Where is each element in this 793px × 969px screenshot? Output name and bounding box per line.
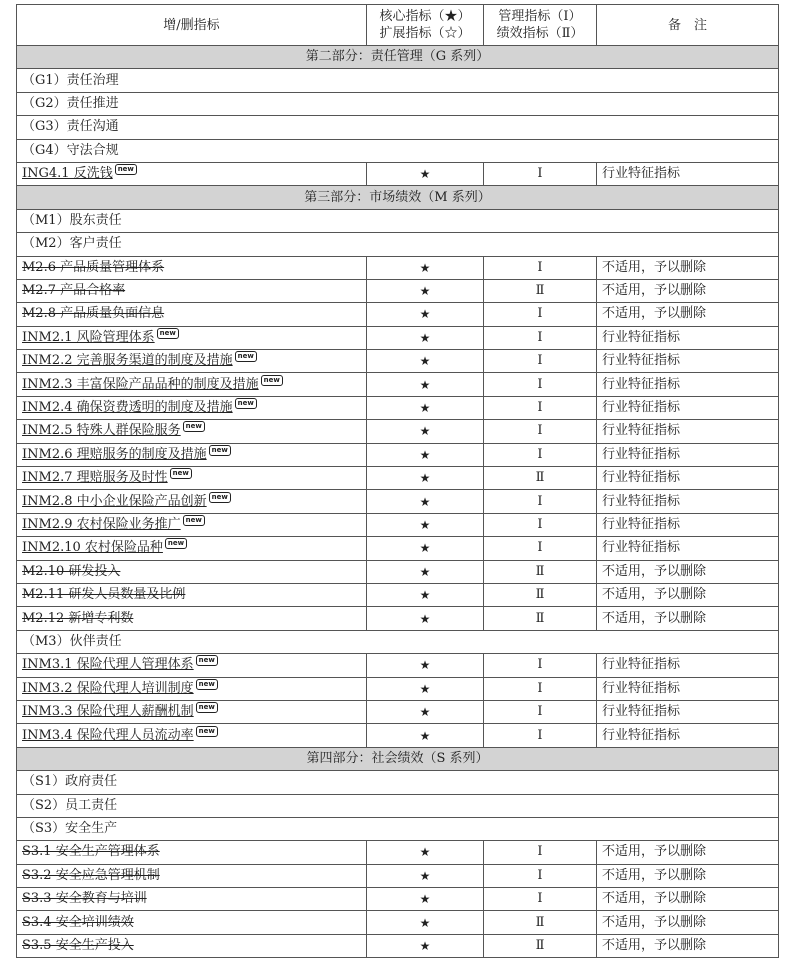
header-remarks: 备 注 [597, 5, 779, 46]
core-star-cell: ★ [367, 162, 484, 185]
table-body [17, 5, 779, 958]
table-row [17, 467, 779, 490]
indicator-label: INM3.3 保险代理人薪酬机制 [22, 704, 194, 720]
indicator-label: INM2.5 特殊人群保险服务 [22, 423, 181, 439]
new-badge: new [196, 702, 218, 713]
indicator-cell [17, 326, 367, 349]
core-star-cell: ★ [367, 700, 484, 723]
new-badge: new [170, 468, 192, 479]
indicator-label: S3.5 安全生产投入 [22, 938, 134, 954]
table-row [17, 490, 779, 513]
indicator-type-cell: Ⅰ [484, 654, 597, 677]
indicator-label: M2.11 研发人员数量及比例 [22, 587, 186, 603]
indicator-cell [17, 911, 367, 934]
core-star-cell: ★ [367, 841, 484, 864]
indicator-cell [17, 607, 367, 630]
section-title: 第三部分：市场绩效（M 系列） [17, 186, 779, 209]
new-badge: new [235, 351, 257, 362]
core-star-cell: ★ [367, 677, 484, 700]
remark-cell: 行业特征指标 [597, 654, 779, 677]
indicator-cell [17, 888, 367, 911]
table-row [17, 256, 779, 279]
core-star-cell: ★ [367, 537, 484, 560]
remark-cell: 不适用，予以删除 [597, 303, 779, 326]
table-row [17, 303, 779, 326]
remark-cell: 行业特征指标 [597, 490, 779, 513]
subsection-row [17, 771, 779, 794]
remark-cell: 行业特征指标 [597, 537, 779, 560]
remark-cell: 行业特征指标 [597, 724, 779, 747]
core-star-cell: ★ [367, 373, 484, 396]
core-star-cell: ★ [367, 420, 484, 443]
indicator-label: INM2.10 农村保险品种 [22, 540, 163, 556]
table-row [17, 841, 779, 864]
remark-cell: 行业特征指标 [597, 350, 779, 373]
table-row [17, 443, 779, 466]
table-row [17, 724, 779, 747]
indicator-cell [17, 396, 367, 419]
indicator-label: INM2.7 理赔服务及时性 [22, 470, 168, 486]
remark-cell: 不适用，予以删除 [597, 256, 779, 279]
indicator-table [16, 4, 779, 958]
table-row [17, 420, 779, 443]
indicator-cell [17, 560, 367, 583]
table-row [17, 537, 779, 560]
subsection-title: （G1）责任治理 [17, 69, 779, 92]
indicator-type-cell: Ⅰ [484, 350, 597, 373]
indicator-label: M2.6 产品质量管理体系 [22, 259, 165, 275]
indicator-cell [17, 303, 367, 326]
section-title: 第二部分：责任管理（G 系列） [17, 46, 779, 69]
subsection-title: （S1）政府责任 [17, 771, 779, 794]
table-row [17, 607, 779, 630]
indicator-cell [17, 350, 367, 373]
table-header-row [17, 5, 779, 46]
table-row [17, 654, 779, 677]
subsection-title: （M3）伙伴责任 [17, 630, 779, 653]
subsection-row [17, 69, 779, 92]
new-badge: new [165, 538, 187, 549]
subsection-row [17, 116, 779, 139]
table-row [17, 934, 779, 957]
remark-cell: 行业特征指标 [597, 326, 779, 349]
core-star-cell: ★ [367, 467, 484, 490]
subsection-title: （S3）安全生产 [17, 817, 779, 840]
subsection-title: （G2）责任推进 [17, 92, 779, 115]
indicator-cell [17, 490, 367, 513]
indicator-cell [17, 864, 367, 887]
section-row [17, 46, 779, 69]
table-row [17, 864, 779, 887]
indicator-label: S3.3 安全教育与培训 [22, 891, 147, 907]
indicator-cell [17, 443, 367, 466]
indicator-label: INM2.2 完善服务渠道的制度及措施 [22, 353, 233, 369]
indicator-label: INM2.9 农村保险业务推广 [22, 517, 181, 532]
table-row [17, 513, 779, 536]
indicator-cell [17, 677, 367, 700]
subsection-row [17, 139, 779, 162]
indicator-cell [17, 583, 367, 606]
indicator-type-cell: Ⅰ [484, 303, 597, 326]
indicator-type-cell: Ⅰ [484, 420, 597, 443]
indicator-type-cell: Ⅰ [484, 373, 597, 396]
indicator-type-cell: Ⅰ [484, 396, 597, 419]
core-star-cell: ★ [367, 911, 484, 934]
indicator-label: INM2.1 风险管理体系 [22, 329, 155, 345]
remark-cell: 不适用，予以删除 [597, 864, 779, 887]
indicator-type-cell: Ⅱ [484, 467, 597, 490]
header-core-label: 核心指标（★） [379, 9, 471, 24]
indicator-cell [17, 700, 367, 723]
indicator-label: INM2.8 中小企业保险产品创新 [22, 493, 207, 509]
core-star-cell: ★ [367, 279, 484, 302]
indicator-cell [17, 724, 367, 747]
indicator-type-cell: Ⅱ [484, 934, 597, 957]
indicator-type-cell: Ⅰ [484, 513, 597, 536]
core-star-cell: ★ [367, 607, 484, 630]
indicator-label: M2.10 研发投入 [22, 563, 121, 579]
section-row [17, 186, 779, 209]
core-star-cell: ★ [367, 724, 484, 747]
table-row [17, 396, 779, 419]
indicator-label: M2.12 新增专利数 [22, 610, 134, 626]
remark-cell: 不适用，予以删除 [597, 560, 779, 583]
remark-cell: 不适用，予以删除 [597, 934, 779, 957]
section-title: 第四部分：社会绩效（S 系列） [17, 747, 779, 770]
indicator-label: M2.7 产品合格率 [22, 283, 126, 299]
indicator-cell [17, 279, 367, 302]
core-star-cell: ★ [367, 583, 484, 606]
subsection-row [17, 630, 779, 653]
header-indicator: 增/删指标 [17, 5, 367, 46]
indicator-label: INM2.3 丰富保险产品品种的制度及措施 [22, 376, 259, 392]
remark-cell: 不适用，予以删除 [597, 607, 779, 630]
indicator-type-cell: Ⅰ [484, 326, 597, 349]
table-row [17, 350, 779, 373]
section-row [17, 747, 779, 770]
indicator-label: S3.1 安全生产管理体系 [22, 844, 160, 860]
indicator-label: S3.2 安全应急管理机制 [22, 867, 160, 883]
header-management-performance [484, 5, 597, 46]
table-row [17, 560, 779, 583]
core-star-cell: ★ [367, 513, 484, 536]
remark-cell: 不适用，予以删除 [597, 911, 779, 934]
indicator-type-cell: Ⅰ [484, 537, 597, 560]
remark-cell: 不适用，予以删除 [597, 279, 779, 302]
indicator-type-cell: Ⅰ [484, 443, 597, 466]
new-badge: new [115, 164, 137, 175]
indicator-type-cell: Ⅰ [484, 256, 597, 279]
indicator-cell [17, 841, 367, 864]
indicator-type-cell: Ⅰ [484, 724, 597, 747]
indicator-cell [17, 256, 367, 279]
indicator-label: INM3.2 保险代理人培训制度 [22, 680, 194, 696]
core-star-cell: ★ [367, 396, 484, 419]
subsection-row [17, 794, 779, 817]
remark-cell: 行业特征指标 [597, 677, 779, 700]
indicator-cell [17, 513, 367, 536]
new-badge: new [235, 398, 257, 409]
indicator-label: M2.8 产品质量负面信息 [22, 306, 165, 322]
indicator-type-cell: Ⅱ [484, 911, 597, 934]
indicator-cell [17, 373, 367, 396]
indicator-cell [17, 934, 367, 957]
core-star-cell: ★ [367, 256, 484, 279]
remark-cell: 行业特征指标 [597, 513, 779, 536]
indicator-type-cell: Ⅱ [484, 279, 597, 302]
indicator-cell [17, 420, 367, 443]
remark-cell: 行业特征指标 [597, 420, 779, 443]
indicator-type-cell: Ⅱ [484, 560, 597, 583]
header-extended-label: 扩展指标（☆） [379, 26, 471, 41]
subsection-row [17, 92, 779, 115]
core-star-cell: ★ [367, 490, 484, 513]
header-core-extended [367, 5, 484, 46]
indicator-type-cell: Ⅰ [484, 677, 597, 700]
subsection-row [17, 209, 779, 232]
table-row [17, 279, 779, 302]
subsection-title: （G4）守法合规 [17, 139, 779, 162]
indicator-type-cell: Ⅰ [484, 888, 597, 911]
new-badge: new [196, 679, 218, 690]
new-badge: new [157, 328, 179, 339]
remark-cell: 行业特征指标 [597, 162, 779, 185]
indicator-type-cell: Ⅱ [484, 583, 597, 606]
indicator-type-cell: Ⅰ [484, 490, 597, 513]
indicator-type-cell: Ⅰ [484, 162, 597, 185]
remark-cell: 行业特征指标 [597, 396, 779, 419]
subsection-row [17, 233, 779, 256]
new-badge: new [183, 421, 205, 432]
new-badge: new [183, 515, 205, 526]
table-row [17, 162, 779, 185]
core-star-cell: ★ [367, 303, 484, 326]
indicator-label: INM2.6 理赔服务的制度及措施 [22, 446, 207, 462]
indicator-label: INM3.4 保险代理人员流动率 [22, 727, 194, 743]
indicator-type-cell: Ⅱ [484, 607, 597, 630]
core-star-cell: ★ [367, 864, 484, 887]
table-row [17, 911, 779, 934]
new-badge: new [261, 375, 283, 386]
core-star-cell: ★ [367, 350, 484, 373]
indicator-table-container [16, 4, 778, 958]
indicator-cell [17, 654, 367, 677]
subsection-title: （G3）责任沟通 [17, 116, 779, 139]
indicator-type-cell: Ⅰ [484, 841, 597, 864]
remark-cell: 行业特征指标 [597, 443, 779, 466]
table-row [17, 888, 779, 911]
table-row [17, 677, 779, 700]
core-star-cell: ★ [367, 443, 484, 466]
remark-cell: 行业特征指标 [597, 467, 779, 490]
subsection-title: （M2）客户责任 [17, 233, 779, 256]
subsection-title: （S2）员工责任 [17, 794, 779, 817]
remark-cell: 不适用，予以删除 [597, 888, 779, 911]
header-performance-label: 绩效指标（Ⅱ） [496, 26, 584, 41]
core-star-cell: ★ [367, 934, 484, 957]
new-badge: new [196, 655, 218, 666]
remark-cell: 行业特征指标 [597, 373, 779, 396]
indicator-type-cell: Ⅰ [484, 864, 597, 887]
core-star-cell: ★ [367, 654, 484, 677]
indicator-cell [17, 467, 367, 490]
subsection-title: （M1）股东责任 [17, 209, 779, 232]
new-badge: new [209, 445, 231, 456]
indicator-label: S3.4 安全培训绩效 [22, 914, 134, 930]
new-badge: new [196, 726, 218, 737]
subsection-row [17, 817, 779, 840]
table-row [17, 583, 779, 606]
indicator-label: ING4.1 反洗钱 [22, 166, 113, 182]
remark-cell: 行业特征指标 [597, 700, 779, 723]
indicator-cell [17, 537, 367, 560]
header-management-label: 管理指标（Ⅰ） [498, 9, 582, 24]
core-star-cell: ★ [367, 888, 484, 911]
core-star-cell: ★ [367, 326, 484, 349]
new-badge: new [209, 492, 231, 503]
remark-cell: 不适用，予以删除 [597, 841, 779, 864]
table-row [17, 326, 779, 349]
indicator-type-cell: Ⅰ [484, 700, 597, 723]
indicator-cell [17, 162, 367, 185]
table-row [17, 373, 779, 396]
remark-cell: 不适用，予以删除 [597, 583, 779, 606]
indicator-label: INM3.1 保险代理人管理体系 [22, 657, 194, 673]
core-star-cell: ★ [367, 560, 484, 583]
table-row [17, 700, 779, 723]
indicator-label: INM2.4 确保资费透明的制度及措施 [22, 400, 233, 416]
